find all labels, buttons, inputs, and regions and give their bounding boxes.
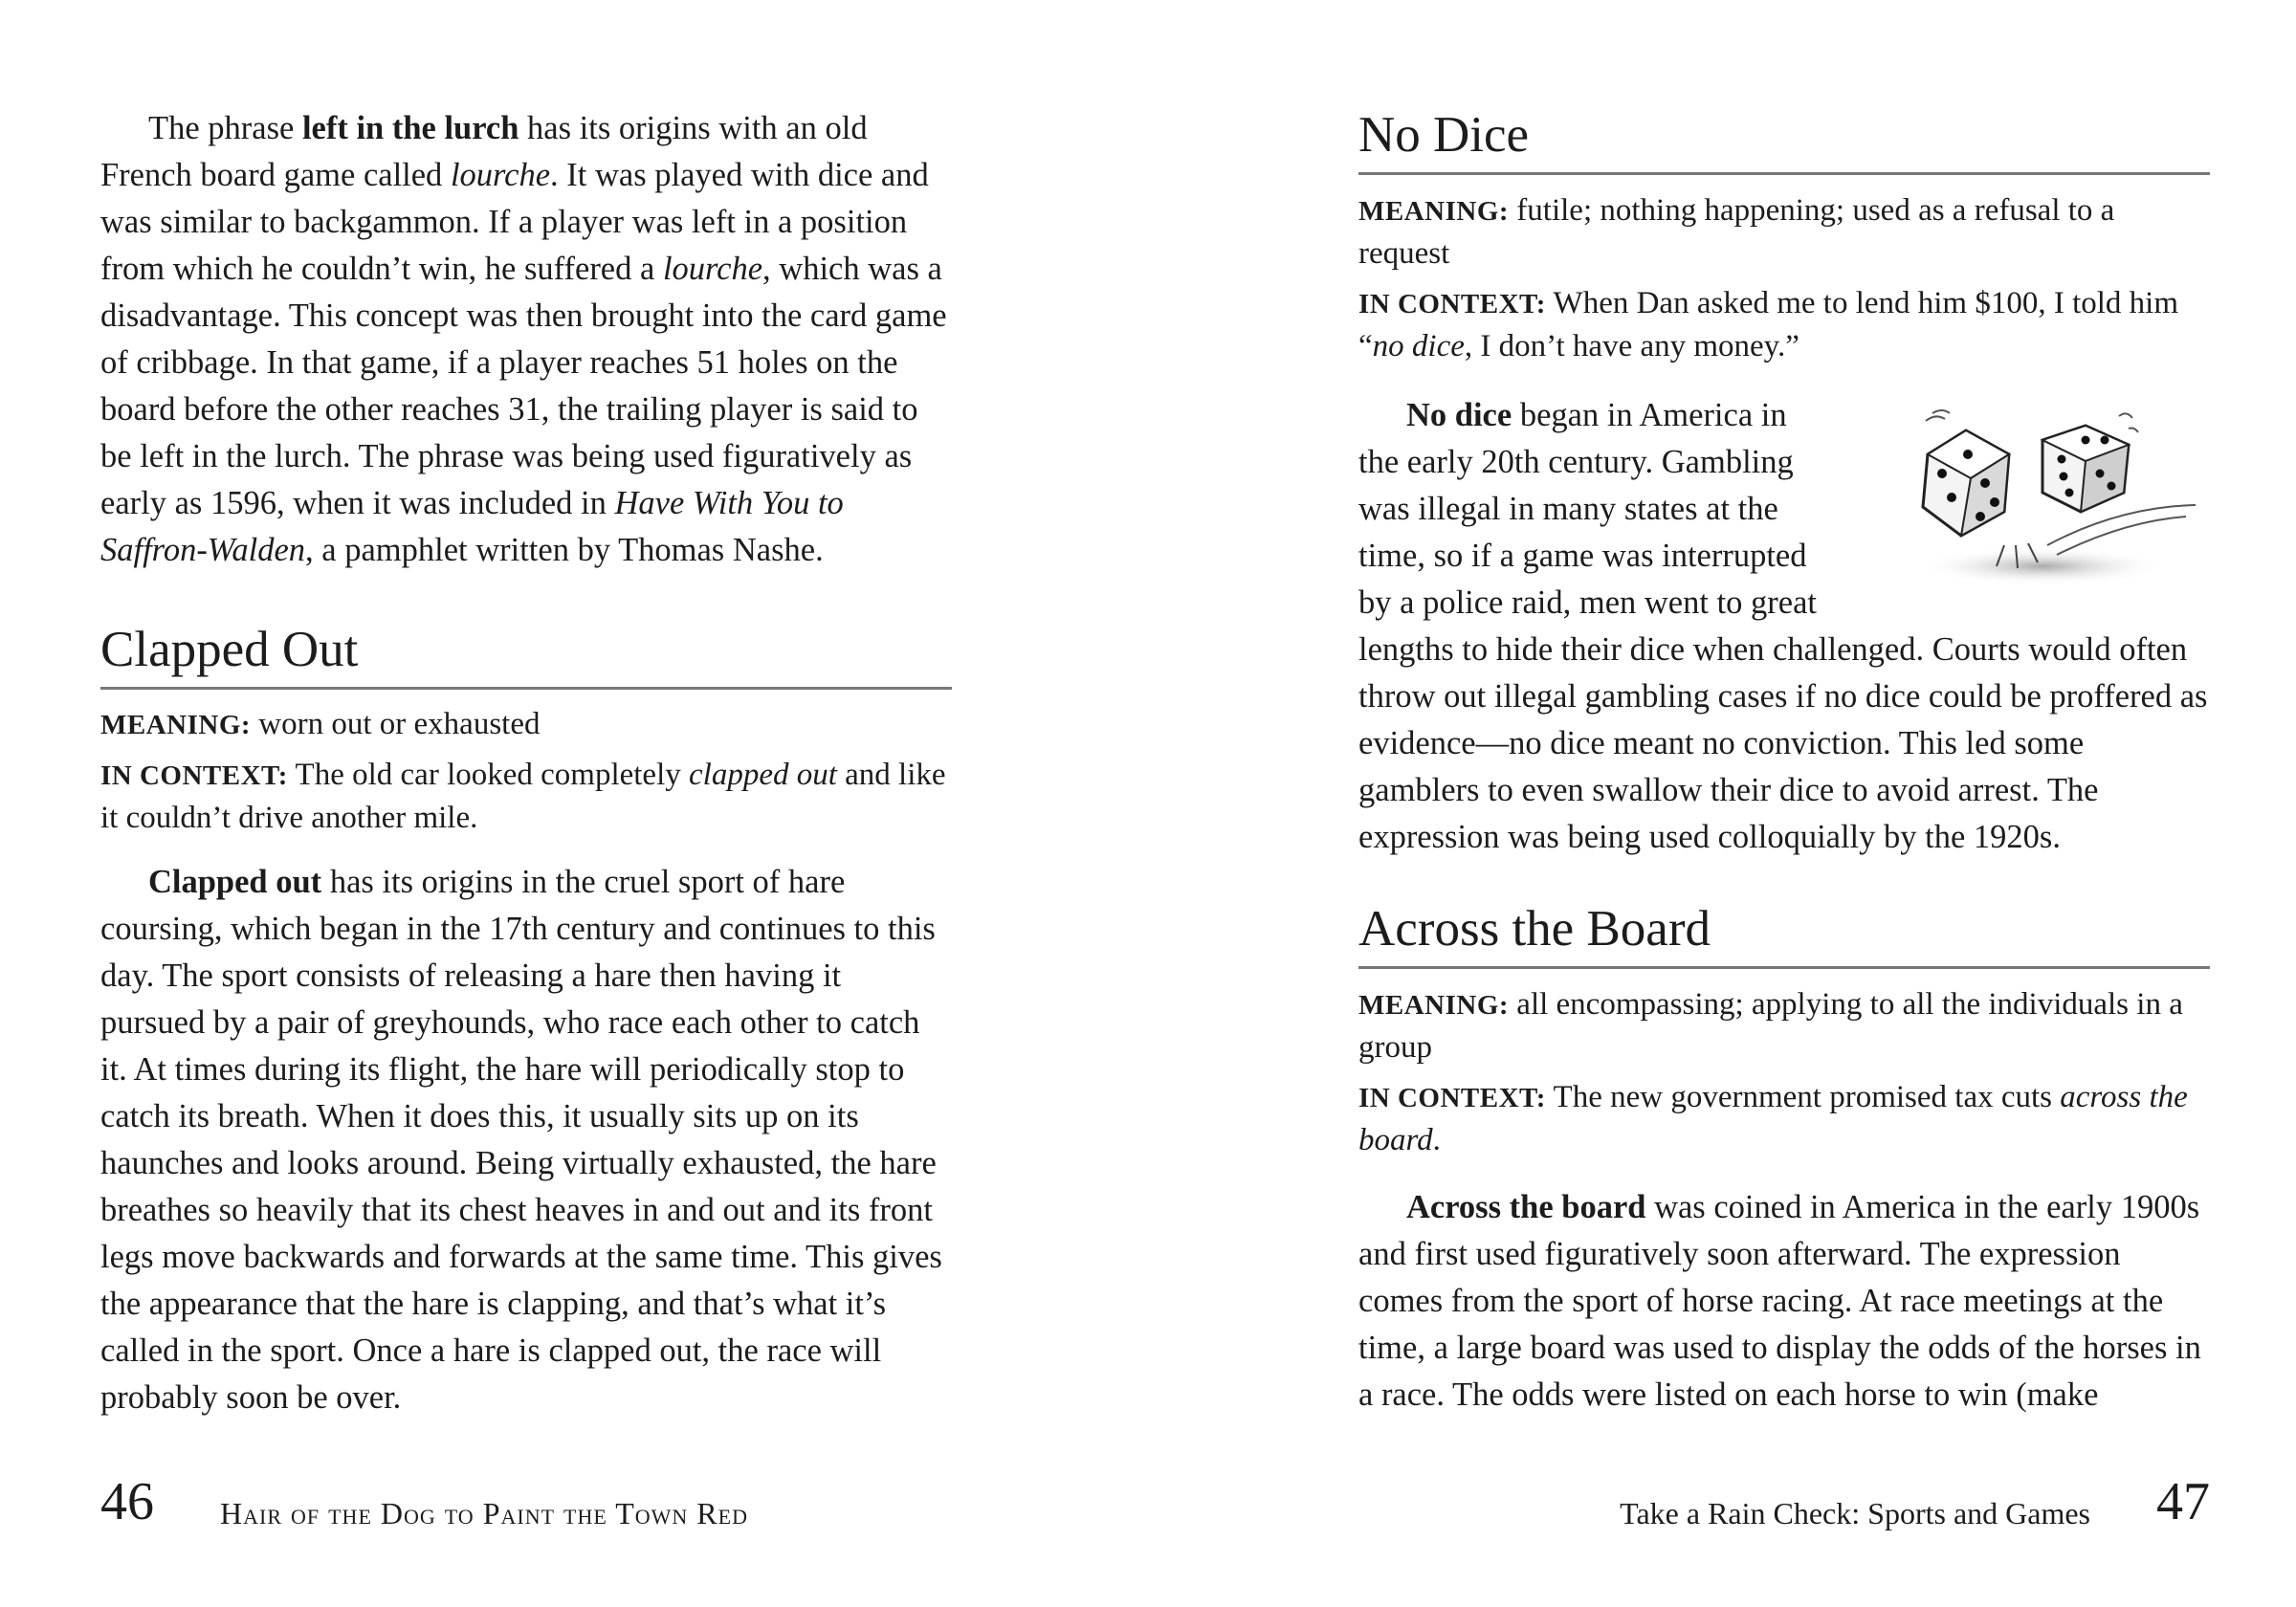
lurch-term: left in the lurch (301, 110, 519, 146)
lurch-text-a: has its origins with an old French board game called (100, 110, 868, 193)
clapped-body: has its origins in the cruel sport of hare coursing, which began in the 17th century and continues to this day. The sport consists of releasing a hare then having it pursued by a pair of greyhounds, who race each other to catch it. At times during its flight, the hare will periodically stop to catch its breath. When it does this, it usually sits up on its haunches and looks around. Being virtually exhausted, the hare breathes so heavily that its chest heaves in and out and its front legs move backwards and forwards at the same time. This gives the appearance that the hare is clapping, and that’s what it’s called in the sport. Once a hare is clapped out, the race will probably soon be over. (100, 864, 942, 1416)
no-dice-wrapped-lines (1358, 392, 1875, 627)
context-italic: no dice (1372, 329, 1465, 363)
meaning-label: MEANING: (100, 710, 252, 740)
across-paragraph (1358, 1184, 2210, 1419)
clapped-out-heading: Clapped Out (100, 620, 952, 690)
dice-illustration (1899, 402, 2205, 593)
left-die-icon (1923, 410, 2009, 536)
clapped-paragraph (100, 859, 952, 1421)
across-context (1358, 1076, 2210, 1161)
context-label: IN CONTEXT: (100, 760, 288, 791)
context-italic: clapped out (689, 758, 837, 792)
lurch-text-c: , which was a disadvantage. This concept was then brought into the card game of cribbage. In that game, if a player reaches 51 holes on the board before the other reaches 31, the trailing player is said to be left in the lurch. The phrase was being used figuratively as early as 1596, when it was included in (100, 251, 947, 521)
context-italic: across the board (1358, 1080, 2188, 1157)
motion-line-icon (2047, 505, 2196, 545)
context-label: IN CONTEXT: (1358, 1083, 1546, 1113)
no-dice-definition (1358, 189, 2210, 367)
context-text-b: . (1432, 1123, 1441, 1157)
no-dice-line-3: was illegal in many states at the (1358, 491, 1778, 527)
across-body: was coined in America in the early 1900s and first used figuratively soon afterward. The expression comes from the sport of horse racing. At race meetings at the time, a large board was used to display the odds of the horses in a race. The odds were listed on each horse to win (make (1358, 1189, 2201, 1413)
clapped-term: Clapped out (148, 864, 322, 900)
no-dice-paragraph-rest: lengths to hide their dice when challenged. Courts would often throw out illegal gambling cases if no dice could be proffered as evidence—no dice meant no conviction. This led some gamblers to even swallow their dice to avoid arrest. The expression was being used colloquially by the 1920s. (1358, 631, 2208, 855)
no-dice-line-4: time, so if a game was interrupted (1358, 538, 1807, 574)
lurch-text-intro: The phrase (148, 110, 302, 146)
across-the-board-heading: Across the Board (1358, 899, 2210, 969)
lurch-italic-1: lourche (450, 157, 551, 193)
lurch-italic-2: lourche (662, 251, 763, 287)
across-meaning (1358, 983, 2210, 1068)
no-dice-context (1358, 282, 2210, 367)
no-dice-line-text: began in America in (1512, 397, 1787, 433)
context-text-a: The new government promised tax cuts (1545, 1080, 2061, 1114)
lurch-italic-3: Have With You to Saffron-Walden (100, 485, 844, 568)
right-die-icon (2042, 413, 2138, 512)
clapped-meaning (100, 703, 952, 746)
page-number-right: 47 (2156, 1472, 2210, 1531)
context-text-a: The old car looked completely (287, 758, 689, 792)
no-dice-line-5: by a police raid, men went to great (1358, 584, 1817, 621)
across-definition (1358, 983, 2210, 1161)
clapped-out-definition (100, 703, 952, 839)
lurch-paragraph (100, 105, 952, 574)
page-number-left: 46 (100, 1472, 154, 1531)
lurch-text-d: , a pamphlet written by Thomas Nashe. (305, 532, 824, 568)
no-dice-term: No dice (1406, 397, 1512, 433)
running-head-right: Take a Rain Check: Sports and Games (1620, 1496, 2090, 1530)
context-text-b: and like it couldn’t drive another mile. (100, 758, 946, 835)
across-term: Across the board (1406, 1189, 1646, 1225)
dice-shadow (1918, 547, 2167, 585)
context-label: IN CONTEXT: (1358, 289, 1546, 319)
clapped-context (100, 754, 952, 839)
meaning-label: MEANING: (1358, 196, 1510, 227)
meaning-label: MEANING: (1358, 990, 1510, 1021)
lurch-text-b: . It was played with dice and was similar to backgammon. If a player was left in a position from which he couldn’t win, he suffered a (100, 157, 929, 287)
no-dice-heading: No Dice (1358, 105, 2210, 175)
meaning-text: futile; nothing happening; used as a refusal to a request (1358, 193, 2115, 271)
meaning-text: all encompassing; applying to all the individuals in a group (1358, 987, 2183, 1065)
context-text-b: , I don’t have any money.” (1464, 329, 1799, 363)
running-head-left: Hair of the Dog to Paint the Town Red (220, 1496, 748, 1530)
no-dice-line-1 (1358, 392, 1875, 439)
no-dice-line-2: the early 20th century. Gambling (1358, 444, 1794, 480)
context-text-a: When Dan asked me to lend him $100, I told him “ (1358, 286, 2179, 363)
meaning-text: worn out or exhausted (251, 707, 541, 741)
no-dice-meaning (1358, 189, 2210, 275)
